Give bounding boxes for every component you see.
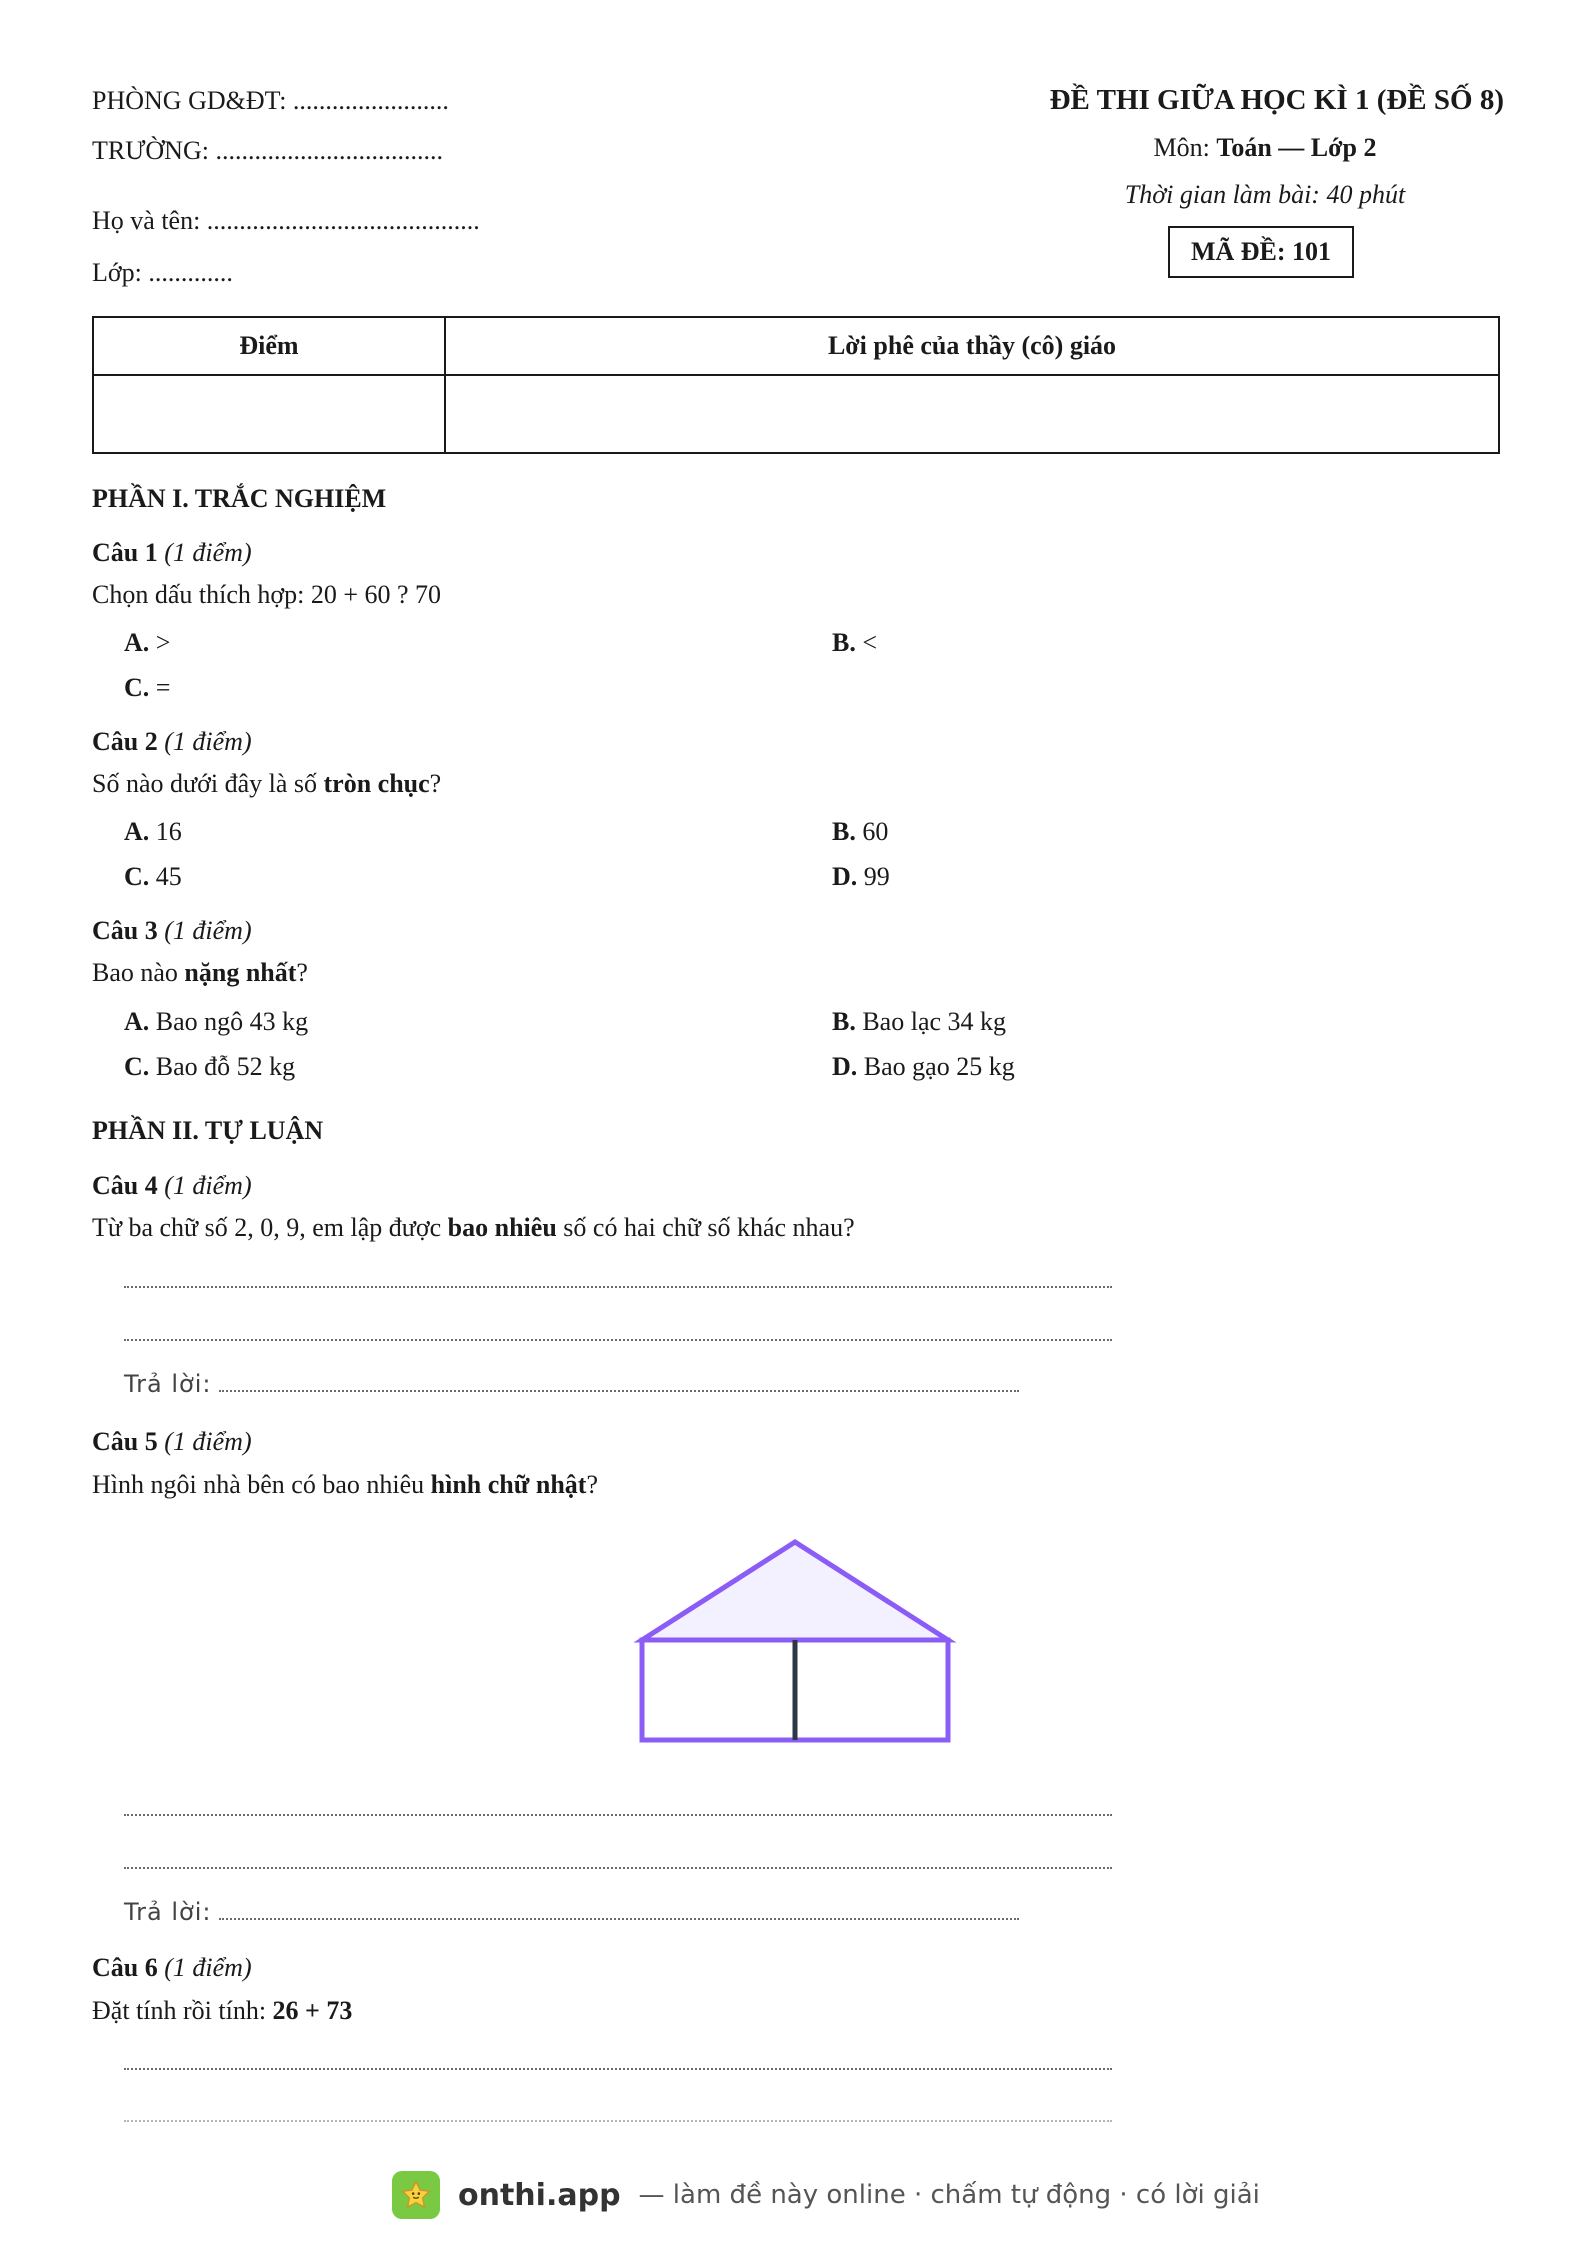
question-4-text	[92, 1213, 855, 1243]
option-letter: B.	[832, 1007, 856, 1036]
answer-dotted-line[interactable]	[124, 2118, 1112, 2122]
subject-prefix: Môn:	[1153, 133, 1217, 162]
question-5-text	[92, 1470, 598, 1500]
question-text: Đặt tính rồi tính:	[92, 1996, 273, 2025]
option-letter: A.	[124, 817, 150, 846]
question-6-header	[92, 1953, 252, 1983]
question-points: (1 điểm)	[164, 916, 252, 945]
question-expression: 26 + 73	[272, 1996, 353, 2025]
star-glyph	[399, 2178, 433, 2212]
option-a[interactable]	[124, 817, 182, 847]
answer-label: Trả lời:	[124, 1370, 212, 1398]
answer-line[interactable]	[124, 1898, 1019, 1926]
star-icon	[392, 2171, 440, 2219]
option-letter: B.	[832, 817, 856, 846]
option-text: Bao lạc 34 kg	[862, 1007, 1007, 1036]
question-1-text	[92, 580, 441, 610]
question-text-end: ?	[296, 958, 308, 987]
question-emphasis: hình chữ nhật	[430, 1470, 587, 1499]
option-text: <	[862, 628, 878, 657]
option-c[interactable]	[124, 673, 170, 703]
question-3-text	[92, 958, 308, 988]
question-2-text	[92, 769, 441, 799]
score-table	[92, 316, 1500, 454]
option-c[interactable]	[124, 1052, 295, 1082]
option-text: Bao gạo 25 kg	[863, 1052, 1015, 1081]
school-line: TRƯỜNG: ...................................	[92, 136, 443, 165]
option-letter: A.	[124, 1007, 150, 1036]
question-text-end: số có hai chữ số khác nhau?	[556, 1213, 855, 1242]
answer-dotted-line[interactable]	[124, 1812, 1112, 1816]
option-b[interactable]	[832, 1007, 1006, 1037]
question-emphasis: tròn chục	[323, 769, 430, 798]
option-b[interactable]	[832, 628, 877, 658]
option-text: Bao ngô 43 kg	[155, 1007, 309, 1036]
question-emphasis: nặng nhất	[184, 958, 297, 987]
option-letter: A.	[124, 628, 150, 657]
student-name-line: Họ và tên: ..........................................	[92, 206, 480, 235]
question-emphasis: bao nhiêu	[447, 1213, 557, 1242]
question-text-end: ?	[429, 769, 442, 798]
option-text: 99	[863, 862, 890, 891]
answer-dotted-line[interactable]	[124, 1337, 1112, 1341]
option-letter: C.	[124, 1052, 150, 1081]
question-text: Chọn dấu thích hợp:	[92, 580, 311, 609]
answer-dotted-line[interactable]	[124, 2066, 1112, 2070]
question-4-header	[92, 1171, 252, 1201]
question-label: Câu 2	[92, 727, 158, 756]
answer-dotted-line[interactable]	[124, 1865, 1112, 1869]
subject-value: Toán — Lớp 2	[1216, 133, 1377, 162]
answer-label: Trả lời:	[124, 1898, 212, 1926]
department-line: PHÒNG GD&ĐT: ........................	[92, 86, 449, 115]
comment-header: Lời phê của thầy (cô) giáo	[445, 317, 1499, 375]
class-line: Lớp: .............	[92, 258, 233, 287]
question-text-end: ?	[586, 1470, 598, 1499]
question-points: (1 điểm)	[164, 538, 252, 567]
score-cell[interactable]	[93, 375, 445, 453]
brand-name[interactable]: onthi.app	[458, 2177, 621, 2213]
time-line: Thời gian làm bài: 40 phút	[1124, 180, 1406, 209]
question-6-text	[92, 1996, 352, 2026]
question-5-header	[92, 1427, 252, 1457]
part2-title: PHẦN II. TỰ LUẬN	[92, 1116, 324, 1145]
answer-dotted-line[interactable]	[124, 1284, 1112, 1288]
question-points: (1 điểm)	[164, 727, 252, 756]
option-text: Bao đỗ 52 kg	[155, 1052, 296, 1081]
option-letter: C.	[124, 673, 150, 702]
exam-code-box: MÃ ĐỀ: 101	[1168, 226, 1354, 278]
footer-banner[interactable]	[392, 2168, 1260, 2222]
part1-title: PHẦN I. TRẮC NGHIỆM	[92, 484, 387, 513]
option-letter: D.	[832, 862, 858, 891]
option-text: =	[155, 673, 171, 702]
option-d[interactable]	[832, 1052, 1015, 1082]
answer-dots	[219, 1916, 1019, 1920]
score-header: Điểm	[93, 317, 445, 375]
question-points: (1 điểm)	[164, 1427, 252, 1456]
comment-cell[interactable]	[445, 375, 1499, 453]
option-c[interactable]	[124, 862, 182, 892]
question-label: Câu 5	[92, 1427, 158, 1456]
option-text: 60	[862, 817, 889, 846]
option-text: 45	[155, 862, 182, 891]
answer-line[interactable]	[124, 1370, 1019, 1398]
option-d[interactable]	[832, 862, 890, 892]
question-text: Từ ba chữ số 2, 0, 9, em lập được	[92, 1213, 448, 1242]
option-letter: C.	[124, 862, 150, 891]
question-3-header	[92, 916, 252, 946]
footer-tagline: — làm đề này online · chấm tự động · có lời giải	[638, 2180, 1260, 2210]
answer-dots	[219, 1388, 1019, 1392]
question-1-header	[92, 538, 252, 568]
option-text: >	[155, 628, 171, 657]
question-expression: 20 + 60 ? 70	[310, 580, 442, 609]
house-roof	[642, 1542, 948, 1640]
option-text: 16	[155, 817, 182, 846]
question-label: Câu 4	[92, 1171, 158, 1200]
option-a[interactable]	[124, 1007, 308, 1037]
exam-title: ĐỀ THI GIỮA HỌC KÌ 1 (ĐỀ SỐ 8)	[1049, 84, 1504, 116]
house-figure	[630, 1530, 960, 1760]
question-label: Câu 6	[92, 1953, 158, 1982]
option-letter: B.	[832, 628, 856, 657]
question-label: Câu 1	[92, 538, 158, 567]
question-label: Câu 3	[92, 916, 158, 945]
option-b[interactable]	[832, 817, 888, 847]
question-text: Hình ngôi nhà bên có bao nhiêu	[92, 1470, 431, 1499]
question-2-header	[92, 727, 252, 757]
subject-line	[1060, 133, 1470, 163]
option-letter: D.	[832, 1052, 858, 1081]
option-a[interactable]	[124, 628, 170, 658]
question-text: Bao nào	[92, 958, 185, 987]
question-points: (1 điểm)	[164, 1171, 252, 1200]
question-points: (1 điểm)	[164, 1953, 252, 1982]
question-text: Số nào dưới đây là số	[92, 769, 324, 798]
